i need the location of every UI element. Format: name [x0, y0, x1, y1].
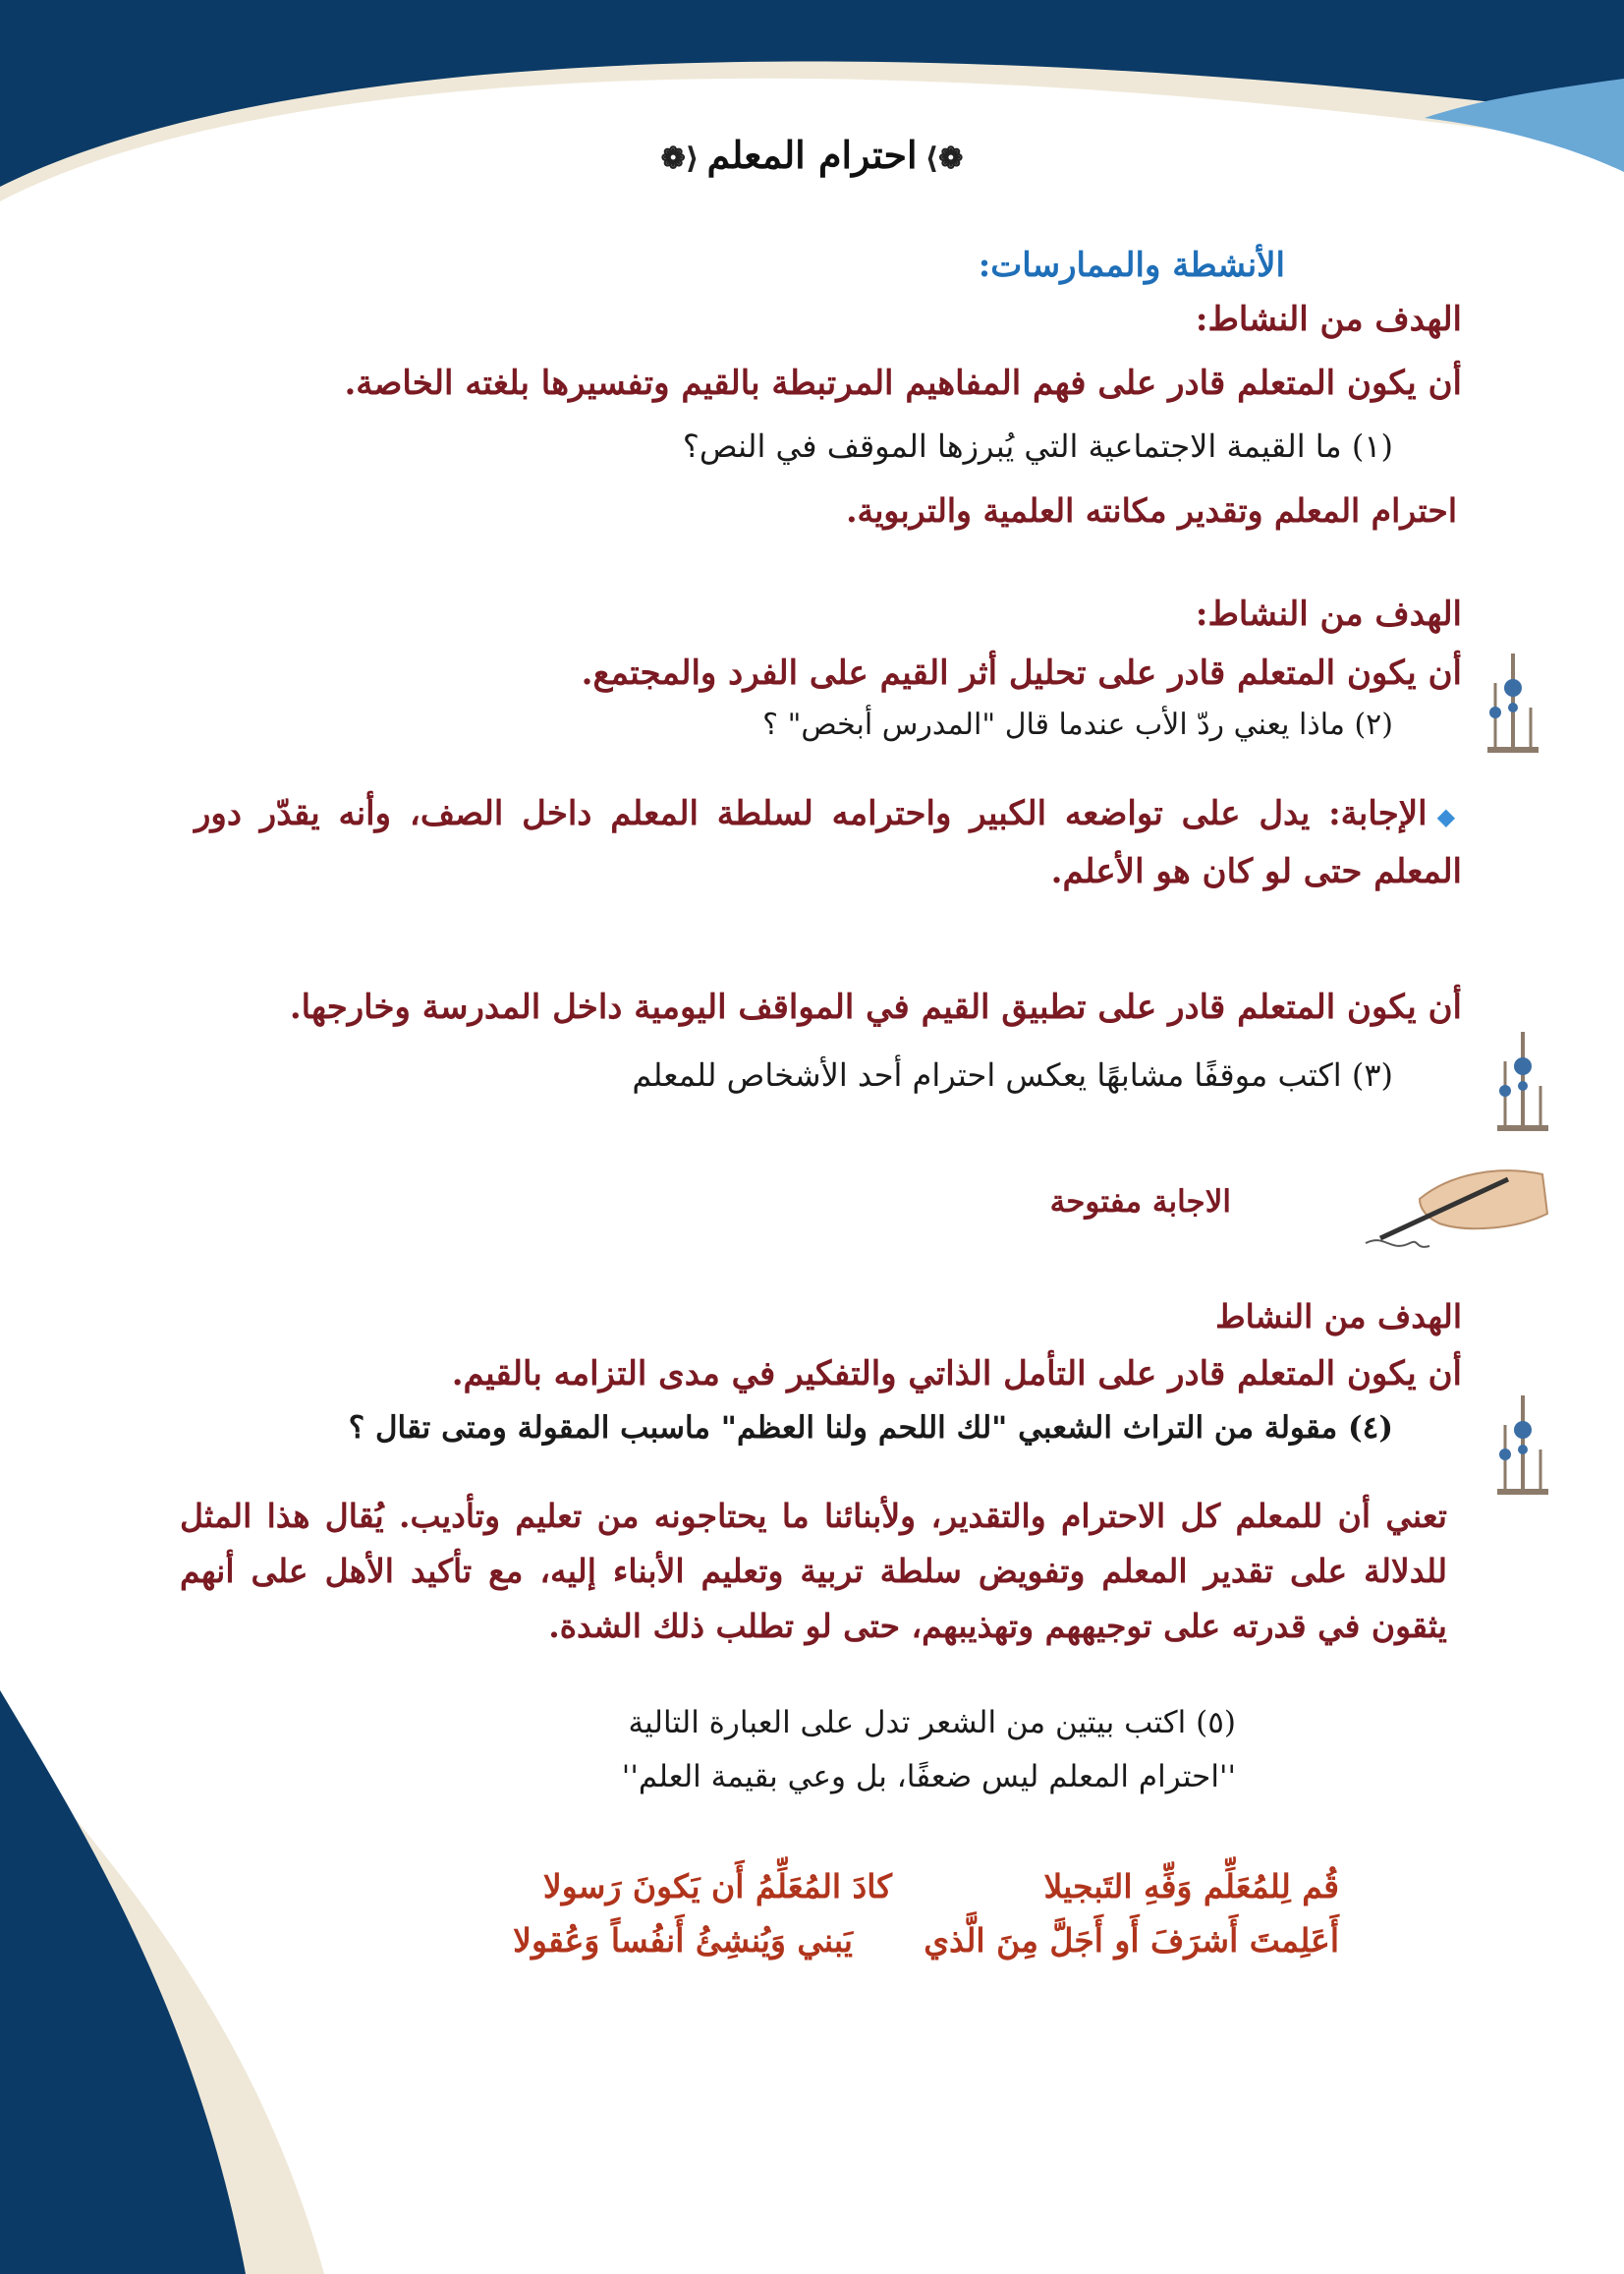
goal-heading-1: الهدف من النشاط:	[1195, 300, 1462, 339]
kuwait-towers-icon	[1493, 1391, 1552, 1499]
left-navy-swoosh	[0, 1690, 246, 2274]
answer-3: الاجابة مفتوحة	[1049, 1184, 1231, 1220]
diamond-bullet-icon: ◆	[1436, 802, 1462, 830]
poem-verse-2-left: يَبني وَيُنشِئُ أَنفُساً وَعُقولا	[513, 1921, 853, 1960]
kuwait-towers-icon	[1493, 1027, 1552, 1135]
goal-heading-2: الهدف من النشاط:	[1195, 595, 1462, 634]
poem-verse-1-left: كادَ المُعَلِّمُ أَن يَكونَ رَسولا	[542, 1867, 892, 1905]
answer-1: احترام المعلم وتقدير مكانته العلمية والتربوية.	[846, 491, 1457, 530]
goal-text-4: أن يكون المتعلم قادر على التأمل الذاتي والتفكير في مدى التزامه بالقيم.	[451, 1354, 1462, 1393]
ornament-right-icon: ❁⟩	[924, 142, 964, 176]
answer-4: تعني أن للمعلم كل الاحترام والتقدير، ولأبنائنا ما يحتاجونه من تعليم وتأديب. يُقال هذا المثل للدلالة على تقدير المعلم وتفويض سلطة تربية وتعليم الأبناء إليه، مع تأكيد الأهل على أنهم يثقون في قدرته على توجيههم وتهذيبهم، حتى لو تطلب ذلك الشدة.	[180, 1497, 1447, 1645]
poem-verse-2-right: أَعَلِمتَ أَشرَفَ أَو أَجَلَّ مِنَ الَّذي	[924, 1921, 1339, 1960]
page-title: ❁⟩احترام المعلم⟨❁	[660, 133, 964, 177]
kuwait-towers-icon	[1484, 649, 1542, 757]
question-1: (١) ما القيمة الاجتماعية التي يُبرزها الموقف في النص؟	[682, 427, 1393, 465]
goal-heading-4: الهدف من النشاط	[1215, 1297, 1462, 1336]
answer-2: ◆الإجابة: يدل على تواضعه الكبير واحترامه لسلطة المعلم داخل الصف، وأنه يقدّر دور المعلم حتى لو كان هو الأعلم.	[195, 794, 1462, 891]
hand-pen-icon	[1361, 1140, 1557, 1258]
poem-verse-1-right: قُم لِلمُعَلِّم وَفِّهِ التَبجيلا	[1043, 1867, 1339, 1905]
question-5-line-2: ''احترام المعلم ليس ضعفًا، بل وعي بقيمة العلم''	[621, 1759, 1236, 1794]
question-3: (٣) اكتب موقفًا مشابهًا يعكس احترام أحد الأشخاص للمعلم	[632, 1056, 1393, 1094]
goal-text-1: أن يكون المتعلم قادر على فهم المفاهيم المرتبطة بالقيم وتفسيرها بلغته الخاصة.	[344, 364, 1462, 403]
section-heading: الأنشطة والممارسات:	[978, 246, 1285, 285]
question-4: (٤) مقولة من التراث الشعبي "لك اللحم ولنا العظم" ماسبب المقولة ومتى تقال ؟	[348, 1410, 1393, 1446]
ornament-left-icon: ⟨❁	[660, 142, 700, 176]
question-5-line-1: (٥) اكتب بيتين من الشعر تدل على العبارة التالية	[628, 1705, 1236, 1740]
goal-text-3: أن يكون المتعلم قادر على تطبيق القيم في المواقف اليومية داخل المدرسة وخارجها.	[289, 988, 1462, 1027]
goal-text-2: أن يكون المتعلم قادر على تحليل أثر القيم على الفرد والمجتمع.	[581, 654, 1462, 693]
question-2: (٢) ماذا يعني ردّ الأب عندما قال "المدرس أبخص" ؟	[762, 708, 1393, 742]
